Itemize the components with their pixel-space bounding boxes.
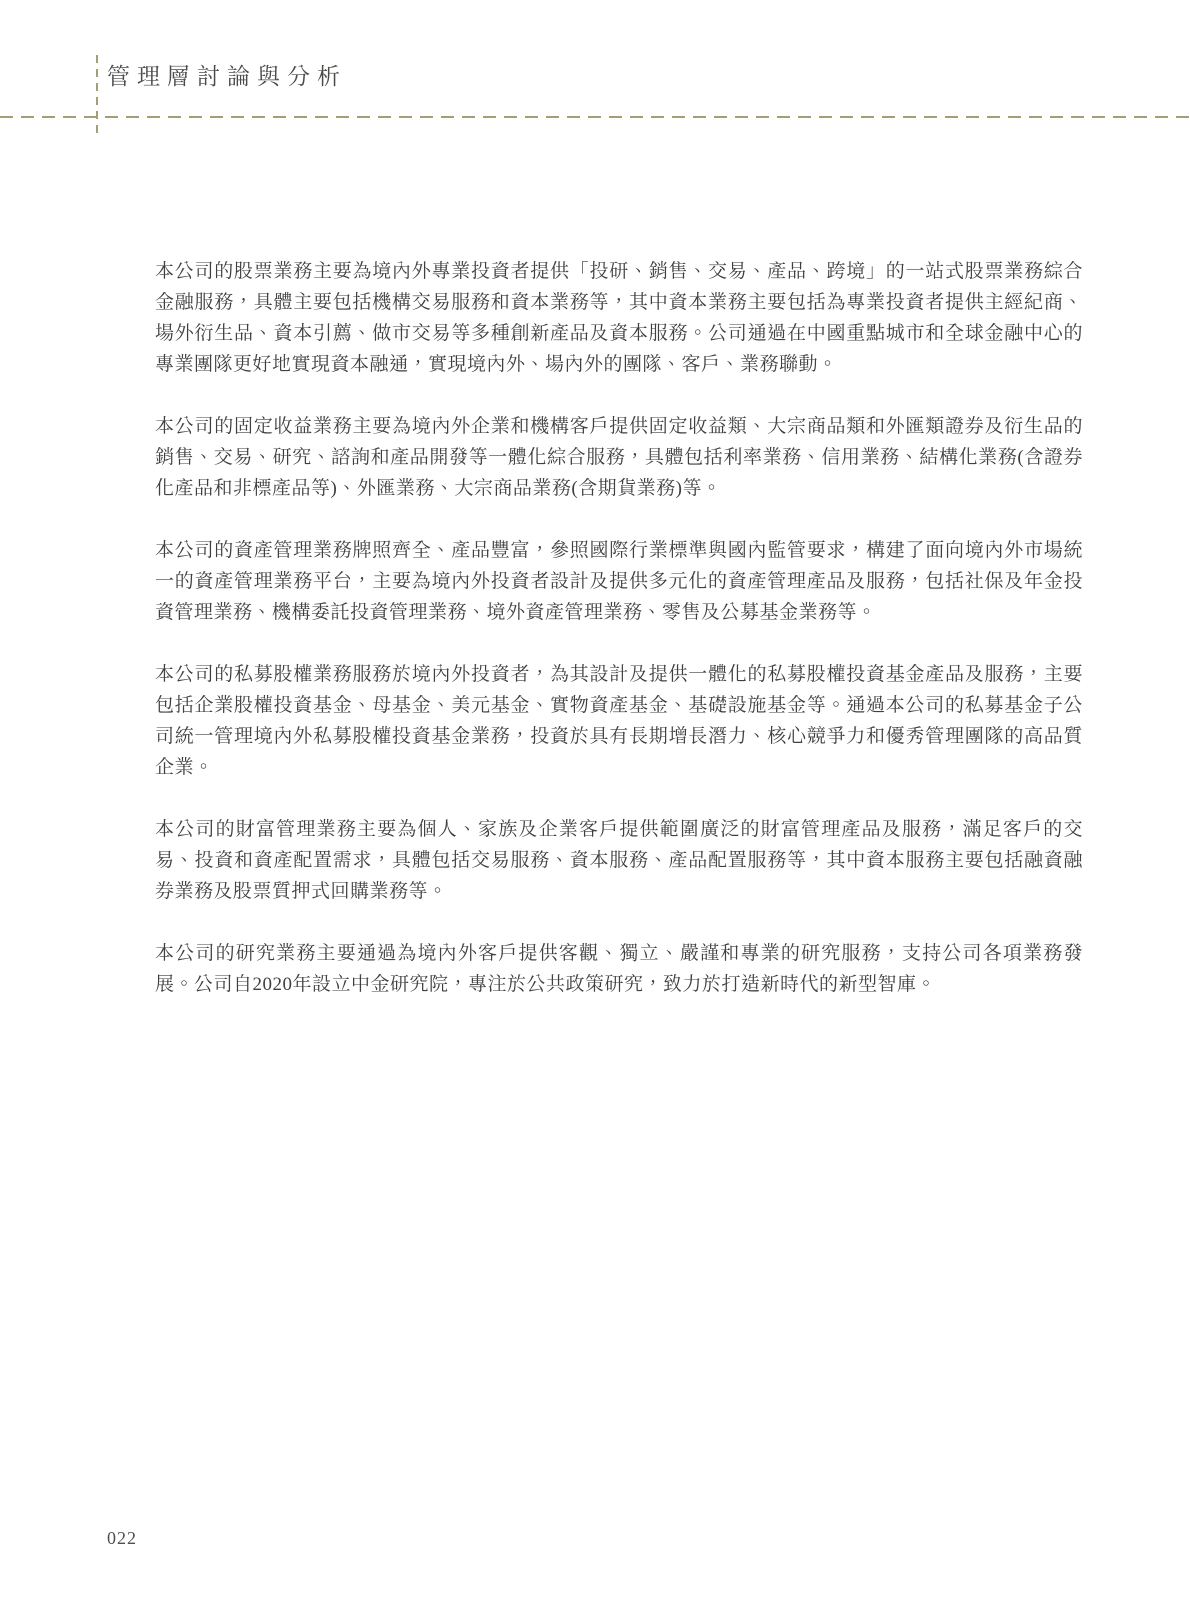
paragraph-fixed-income-business: 本公司的固定收益業務主要為境內外企業和機構客戶提供固定收益類、大宗商品類和外匯類證券及衍生品的銷售、交易、研究、諮詢和產品開發等一體化綜合服務，具體包括利率業務、信用業務、結構化業務(含證券化產品和非標產品等)、外匯業務、大宗商品業務(含期貨業務)等。 xyxy=(155,416,1083,499)
page-title: 管理層討論與分析 xyxy=(107,64,347,89)
page-number: 022 xyxy=(107,1528,137,1548)
paragraph-research-business: 本公司的研究業務主要通過為境內外客戶提供客觀、獨立、嚴謹和專業的研究服務，支持公司各項業務發展。公司自2020年設立中金研究院，專注於公共政策研究，致力於打造新時代的新型智庫。 xyxy=(155,943,1083,995)
paragraph-equities-business: 本公司的股票業務主要為境內外專業投資者提供「投研、銷售、交易、產品、跨境」的一站式股票業務綜合金融服務，具體主要包括機構交易服務和資本業務等，其中資本業務主要包括為專業投資者提供主經紀商、場外衍生品、資本引薦、做市交易等多種創新產品及資本服務。公司通過在中國重點城市和全球金融中心的專業團隊更好地實現資本融通，實現境內外、場內外的團隊、客戶、業務聯動。 xyxy=(155,261,1083,375)
paragraph-wealth-management-business: 本公司的財富管理業務主要為個人、家族及企業客戶提供範圍廣泛的財富管理產品及服務，滿足客戶的交易、投資和資產配置需求，具體包括交易服務、資本服務、產品配置服務等，其中資本服務主要包括融資融券業務及股票質押式回購業務等。 xyxy=(155,819,1083,902)
paragraph-asset-management-business: 本公司的資產管理業務牌照齊全、產品豐富，參照國際行業標準與國內監管要求，構建了面向境內外市場統一的資產管理業務平台，主要為境內外投資者設計及提供多元化的資產管理產品及服務，包括社保及年金投資管理業務、機構委託投資管理業務、境外資產管理業務、零售及公募基金業務等。 xyxy=(155,540,1083,623)
header-horizontal-dashed-rule xyxy=(0,116,1190,118)
body-content xyxy=(155,256,1083,1031)
paragraph-private-equity-business: 本公司的私募股權業務服務於境內外投資者，為其設計及提供一體化的私募股權投資基金產品及服務，主要包括企業股權投資基金、母基金、美元基金、實物資產基金、基礎設施基金等。通過本公司的私募基金子公司統一管理境內外私募股權投資基金業務，投資於具有長期增長潛力、核心競爭力和優秀管理團隊的高品質企業。 xyxy=(155,664,1083,778)
header-vertical-dashed-rule xyxy=(96,55,98,135)
